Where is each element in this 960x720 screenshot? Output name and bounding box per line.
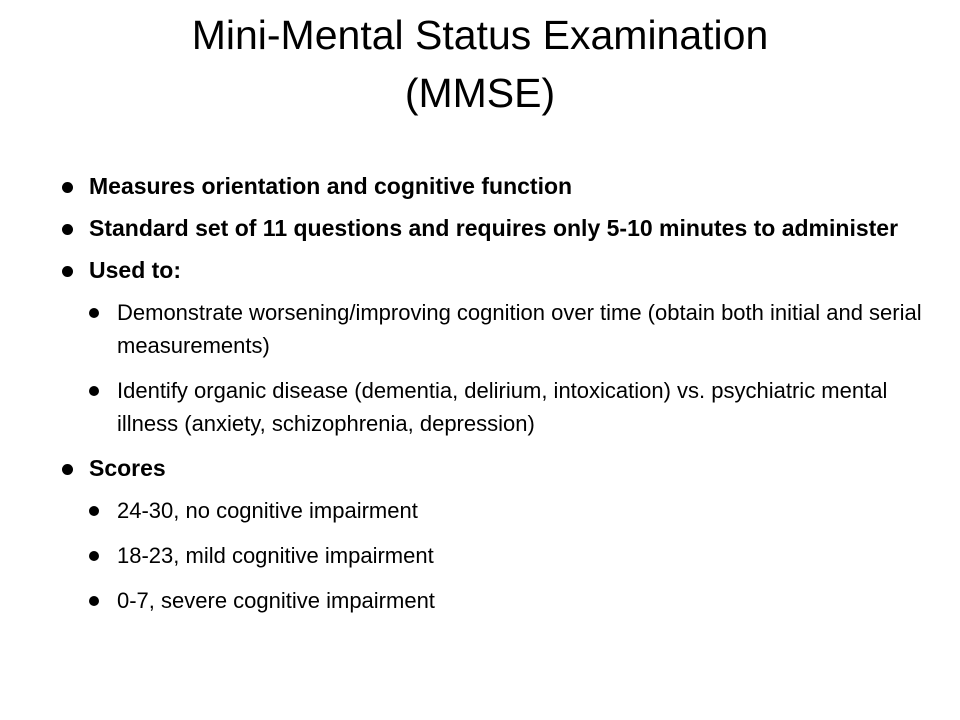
sub-bullet-item-identify (89, 374, 932, 440)
sub-bullet-text: 18-23, mild cognitive impairment (117, 543, 434, 568)
bullet-dot-icon (89, 308, 99, 318)
bullet-dot-icon (89, 596, 99, 606)
bullet-dot-icon (89, 386, 99, 396)
sub-bullet-text: Identify organic disease (dementia, delirium, intoxication) vs. psychiatric mental illness (anxiety, schizophrenia, depression) (117, 378, 888, 436)
slide-title (60, 6, 900, 122)
bullet-text: Standard set of 11 questions and requires only 5-10 minutes to administer (89, 215, 899, 241)
bullet-item-used-to (62, 254, 932, 287)
sub-bullet-item-score-mild (89, 539, 932, 572)
bullet-dot-icon (62, 266, 73, 277)
sub-bullet-item-score-severe (89, 584, 932, 617)
sub-bullet-item-demonstrate (89, 296, 932, 362)
bullet-item-scores (62, 452, 932, 485)
sub-bullet-item-score-none (89, 494, 932, 527)
bullet-dot-icon (62, 224, 73, 235)
bullet-text: Scores (89, 455, 166, 481)
bullet-item-measures (62, 170, 932, 203)
bullet-text: Used to: (89, 257, 181, 283)
bullet-dot-icon (89, 506, 99, 516)
bullet-list (62, 170, 932, 629)
bullet-dot-icon (89, 551, 99, 561)
sub-bullet-text: 0-7, severe cognitive impairment (117, 588, 435, 613)
title-line-1: Mini-Mental Status Examination (191, 12, 769, 58)
bullet-dot-icon (62, 464, 73, 475)
title-line-2: (MMSE) (404, 70, 556, 116)
sub-bullet-text: Demonstrate worsening/improving cognition over time (obtain both initial and serial measurements) (117, 300, 922, 358)
bullet-item-standard-set (62, 212, 932, 245)
bullet-text: Measures orientation and cognitive function (89, 173, 573, 199)
sub-bullet-text: 24-30, no cognitive impairment (117, 498, 418, 523)
bullet-dot-icon (62, 182, 73, 193)
